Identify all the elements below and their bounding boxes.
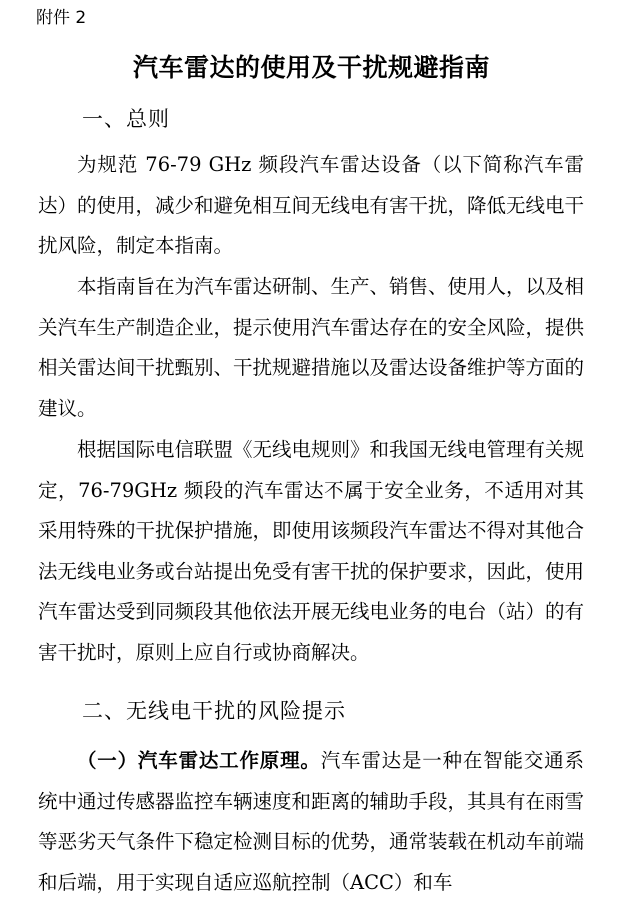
section-heading-general: 一、总则	[82, 107, 170, 131]
document-title: 汽车雷达的使用及干扰规避指南	[132, 53, 490, 82]
paragraph-radar-principle	[38, 741, 584, 903]
paragraph-purpose: 为规范 76-79 GHz 频段汽车雷达设备（以下简称汽车雷达）的使用，减少和避免相互间无线电有害干扰，降低无线电干扰风险，制定本指南。	[38, 153, 585, 257]
item-text-radar-principle: 汽车雷达是一种在智能交通系统中通过传感器监控车辆速度和距离的辅助手段，其具有在雨雪等恶劣天气条件下稳定检测目标的优势，通常装载在机动车前端和后端，用于实现自适应巡航控制（ACC）和车	[38, 749, 585, 894]
section-heading-risk: 二、无线电干扰的风险提示	[82, 699, 346, 723]
attachment-label: 附件 2	[36, 8, 87, 28]
item-lead-radar-principle: （一）汽车雷达工作原理。	[77, 749, 321, 772]
paragraph-regulations: 根据国际电信联盟《无线电规则》和我国无线电管理有关规定，76-79GHz 频段的汽车雷达不属于安全业务，不适用对其采用特殊的干扰保护措施，即使用该频段汽车雷达不得对其他合法无线电业务或台站提出免受有害干扰的保护要求，因此，使用汽车雷达受到同频段其他依法开展无线电业务的电台（站）的有害干扰时，原则上应自行或协商解决。	[38, 438, 585, 664]
paragraph-scope: 本指南旨在为汽车雷达研制、生产、销售、使用人，以及相关汽车生产制造企业，提示使用汽车雷达存在的安全风险，提供相关雷达间干扰甄别、干扰规避措施以及雷达设备维护等方面的建议。	[38, 275, 585, 420]
